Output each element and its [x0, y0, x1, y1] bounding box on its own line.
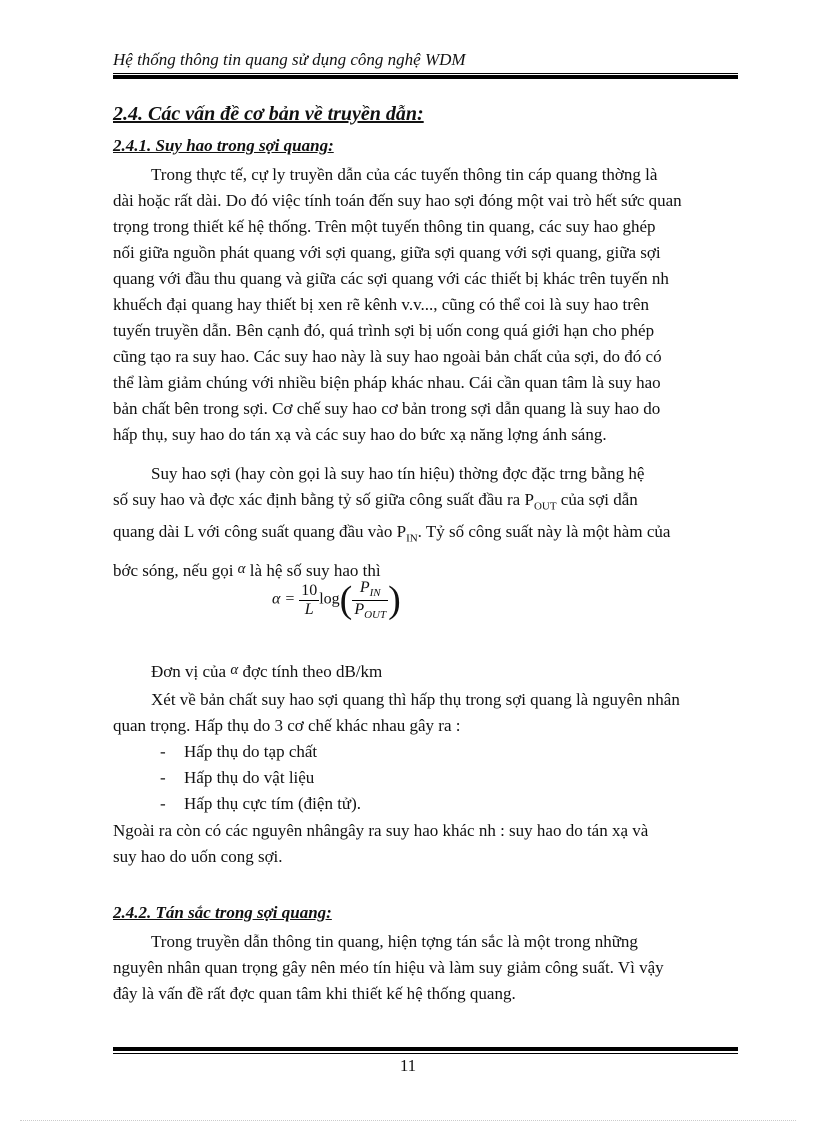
footer-rule-thick [113, 1047, 738, 1051]
alpha-symbol: α [230, 662, 239, 678]
alpha-symbol: α [237, 560, 246, 577]
text-line: cũng tạo ra suy hao. Các suy hao này là suy hao ngoài bản chất của sợi, do đó có [113, 347, 662, 366]
text-line: suy hao do uốn cong sợi. [113, 847, 283, 866]
text-line: số suy hao và đợc xác định bằng tỷ số giữa công suất đầu ra $P_{OUT}$ của sợi dẫn [113, 490, 638, 513]
attenuation-formula: α = $\frac{10}{L}$ log( $\frac{P_{IN}}{P_{OUT}}$ ) [272, 579, 401, 621]
formula-lhs: α = [272, 590, 296, 608]
text-line: hấp thụ, suy hao do tán xạ và các suy hao do bức xạ năng lợng ánh sáng. [113, 425, 607, 444]
text-line: Suy hao sợi (hay còn gọi là suy hao tín hiệu) thờng đợc đặc trng bằng hệ [151, 464, 645, 483]
text-line: khuếch đại quang hay thiết bị xen rẽ kênh v.v..., cũng có thể coi là suy hao trên [113, 295, 649, 314]
text-line: trọng trong thiết kế hệ thống. Trên một tuyến thông tin quang, các suy hao ghép [113, 217, 656, 236]
text-line: Trong thực tế, cự ly truyền dẫn của các tuyến thông tin cáp quang thờng là [151, 165, 658, 184]
list-item: - Hấp thụ cực tím (điện tử). [160, 794, 362, 813]
paragraph-attenuation-intro [113, 162, 738, 448]
text-line: thể làm giảm chúng với nhiều biện pháp khác nhau. Cái cần quan tâm là suy hao [113, 373, 661, 392]
paragraph-absorption [113, 687, 738, 739]
text-line: Xét về bản chất suy hao sợi quang thì hấp thụ trong sợi quang là nguyên nhân [151, 690, 680, 709]
unit-line: Đơn vị của α đợc tính theo dB/km [151, 662, 383, 681]
header-rule-thick [113, 75, 738, 79]
running-header: Hệ thống thông tin quang sử dụng công nghệ WDM [113, 50, 466, 69]
text-line: Ngoài ra còn có các nguyên nhângây ra suy hao khác nh : suy hao do tán xạ và [113, 821, 649, 840]
section-title: 2.4. Các vấn đề cơ bản về truyền dẫn: [113, 103, 424, 125]
text-line: nguyên nhân quan trọng gây nên méo tín hiệu và làm suy giảm công suất. Vì vậy [113, 958, 664, 977]
text-line: bản chất bên trong sợi. Cơ chế suy hao cơ bản trong sợi dẫn quang là suy hao do [113, 399, 661, 418]
footer-rule-thin [113, 1053, 738, 1054]
text-line: Trong truyền dẫn thông tin quang, hiện tợng tán sắc là một trong những [151, 932, 638, 951]
text-line: đây là vấn đề rất đợc quan tâm khi thiết kế hệ thống quang. [113, 984, 516, 1003]
text-line: bớc sóng, nếu gọi α là hệ số suy hao thì [113, 560, 381, 580]
text-line: nối giữa nguồn phát quang với sợi quang, giữa sợi quang với sợi quang, giữa sợi [113, 243, 661, 262]
page-edge-dotted-line [20, 1120, 796, 1121]
subsection-title-2: 2.4.2. Tán sắc trong sợi quang: [113, 903, 332, 922]
text-line: quang dài L với công suất quang đầu vào $P_{IN}$. Tỷ số công suất này là một hàm của [113, 522, 671, 545]
subsection-title-1: 2.4.1. Suy hao trong sợi quang: [113, 136, 334, 155]
paragraph-attenuation-definition [113, 461, 738, 584]
list-item: - Hấp thụ do tạp chất [160, 742, 318, 761]
text-line: tuyến truyền dẫn. Bên cạnh đó, quá trình sợi bị uốn cong quá giới hạn cho phép [113, 321, 655, 340]
text-line: quang với đầu thu quang và giữa các sợi quang với các thiết bị khác trên tuyến nh [113, 269, 669, 288]
formula-power-ratio: $\frac{P_{IN}}{P_{OUT}}$ [354, 579, 387, 621]
text-line: dài hoặc rất dài. Do đó việc tính toán đến suy hao sợi đóng một vai trò hết sức quan [113, 191, 682, 210]
formula-fraction: $\frac{10}{L}$ [301, 581, 318, 618]
absorption-list [160, 739, 361, 817]
paragraph-other-causes [113, 818, 738, 870]
page-number: 11 [399, 1056, 417, 1075]
list-item: - Hấp thụ do vật liệu [160, 768, 315, 787]
header-rule-thin [113, 73, 738, 74]
text-line: quan trọng. Hấp thụ do 3 cơ chế khác nhau gây ra : [113, 716, 461, 735]
paragraph-dispersion [113, 929, 738, 1007]
